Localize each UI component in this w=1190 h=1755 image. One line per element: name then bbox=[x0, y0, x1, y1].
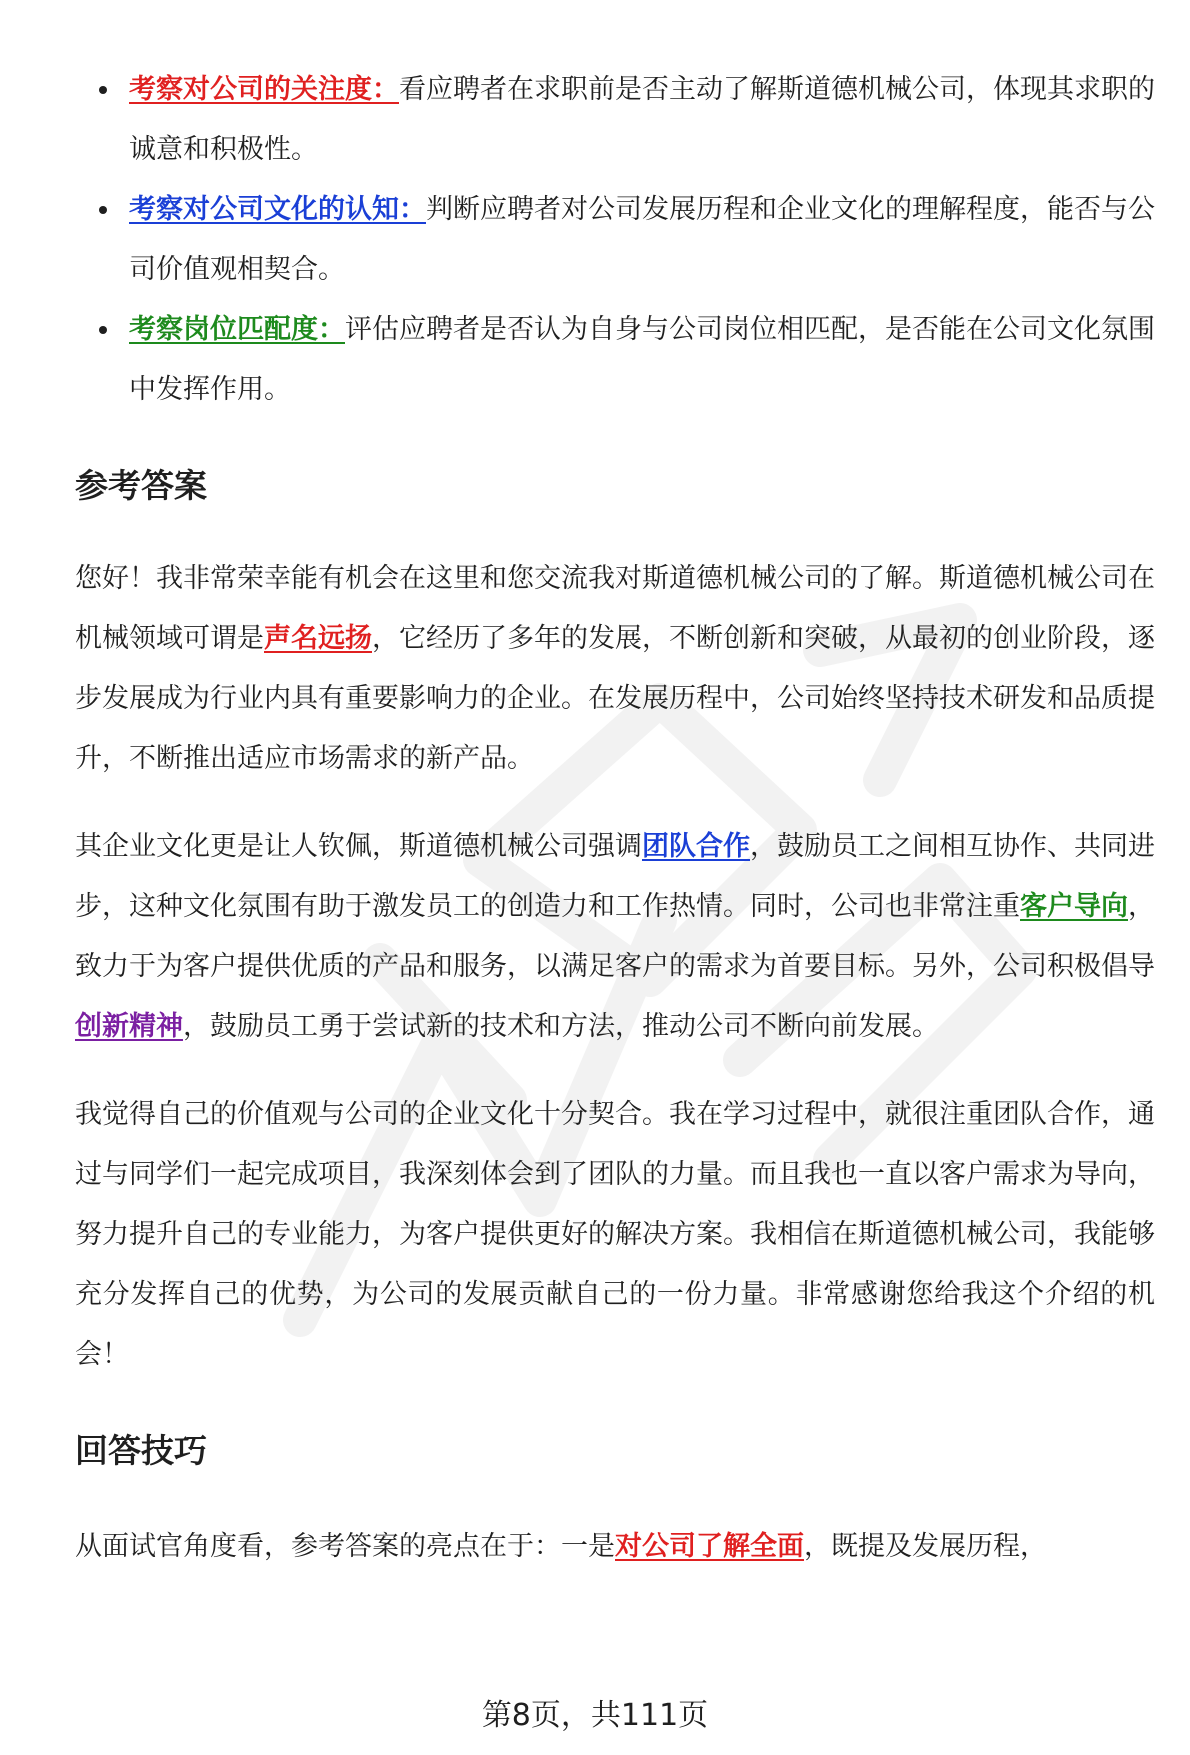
text-run: ，既提及发展历程， bbox=[804, 1531, 1047, 1562]
page-number-footer: 第8页，共111页 bbox=[481, 1698, 709, 1733]
list-item bbox=[75, 180, 1155, 300]
highlight-label: 考察岗位匹配度： bbox=[129, 314, 345, 345]
highlight-phrase: 声名远扬 bbox=[264, 623, 372, 654]
list-item-text: 看应聘者在求职前是否主动了解斯道德机械公司，体现其求职的诚意和积极性。 bbox=[129, 74, 1155, 165]
document-page bbox=[75, 60, 1155, 1577]
bullet-dot bbox=[99, 206, 107, 214]
text-run: 从面试官角度看，参考答案的亮点在于：一是 bbox=[75, 1531, 615, 1562]
tips-paragraph bbox=[75, 1517, 1155, 1577]
text-run: ，鼓励员工之间相互协作、共同进步，这种文化氛围有助于激发员工的创造力和工作热情。同时，公司也非常注重 bbox=[75, 831, 1155, 922]
list-item bbox=[75, 300, 1155, 420]
highlight-phrase: 对公司了解全面 bbox=[615, 1531, 804, 1562]
question-intent-list bbox=[75, 60, 1155, 420]
highlight-phrase: 客户导向 bbox=[1020, 891, 1128, 922]
text-run: ，致力于为客户提供优质的产品和服务，以满足客户的需求为首要目标。另外，公司积极倡导 bbox=[75, 891, 1155, 982]
highlight-phrase: 团队合作 bbox=[642, 831, 750, 862]
bullet-dot bbox=[99, 326, 107, 334]
text-run: ，鼓励员工勇于尝试新的技术和方法，推动公司不断向前发展。 bbox=[183, 1011, 939, 1042]
list-item bbox=[75, 60, 1155, 180]
highlight-label: 考察对公司的关注度： bbox=[129, 74, 399, 105]
section-heading-tips: 回答技巧 bbox=[75, 1431, 207, 1470]
bullet-dot bbox=[99, 86, 107, 94]
highlight-phrase: 创新精神 bbox=[75, 1011, 183, 1042]
list-item-text: 评估应聘者是否认为自身与公司岗位相匹配，是否能在公司文化氛围中发挥作用。 bbox=[129, 314, 1155, 405]
text-run: ，它经历了多年的发展，不断创新和突破，从最初的创业阶段，逐步发展成为行业内具有重要影响力的企业。在发展历程中，公司始终坚持技术研发和品质提升，不断推出适应市场需求的新产品。 bbox=[75, 623, 1155, 774]
highlight-label: 考察对公司文化的认知： bbox=[129, 194, 426, 225]
answer-paragraph bbox=[75, 549, 1155, 789]
section-heading-answer: 参考答案 bbox=[75, 466, 207, 505]
text-run: 其企业文化更是让人钦佩，斯道德机械公司强调 bbox=[75, 831, 642, 862]
answer-paragraph bbox=[75, 817, 1155, 1057]
list-item-text: 判断应聘者对公司发展历程和企业文化的理解程度，能否与公司价值观相契合。 bbox=[129, 194, 1155, 285]
text-run: 您好！我非常荣幸能有机会在这里和您交流我对斯道德机械公司的了解。斯道德机械公司在机械领域可谓是 bbox=[75, 563, 1155, 654]
answer-paragraph: 我觉得自己的价值观与公司的企业文化十分契合。我在学习过程中，就很注重团队合作，通过与同学们一起完成项目，我深刻体会到了团队的力量。而且我也一直以客户需求为导向，努力提升自己的专业能力，为客户提供更好的解决方案。我相信在斯道德机械公司，我能够充分发挥自己的优势，为公司的发展贡献自己的一份力量。非常感谢您给我这个介绍的机会！ bbox=[75, 1099, 1155, 1370]
